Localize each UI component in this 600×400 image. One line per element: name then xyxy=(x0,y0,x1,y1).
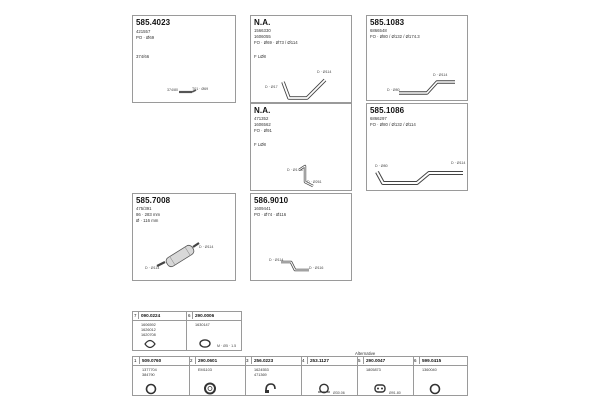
item-part-number[interactable]: 599.0415 xyxy=(422,358,442,363)
item-part-number[interactable]: 290.0047 xyxy=(366,358,386,363)
rubber-hanger-icon xyxy=(373,383,387,394)
item-ref: 1606592 xyxy=(141,323,156,327)
aux-note: F LØ8 xyxy=(254,142,266,147)
item-number: 4 xyxy=(302,358,305,363)
pipe-label-left: D · Ø114 xyxy=(269,258,284,262)
item-number: 6 xyxy=(188,313,191,318)
reference-number-2: 1606562 xyxy=(254,122,271,127)
item-caption: Ø30.06 xyxy=(333,391,345,395)
item-ref: 471369 xyxy=(254,373,267,377)
part-panel-585-4023[interactable] xyxy=(132,15,236,103)
aux-note: Ø · 116 mm xyxy=(136,218,159,223)
part-number: 586.9010 xyxy=(254,196,289,205)
part-note: FO · Ø80 / Ø132 / Ø174.3 xyxy=(370,34,420,39)
exhaust-pipe-drawing xyxy=(178,88,198,96)
part-note: PO · Ø74 · Ø116 xyxy=(254,212,287,217)
exhaust-pipe-drawing xyxy=(397,76,457,98)
part-panel-na-1[interactable] xyxy=(250,15,352,103)
part-number: 585.1086 xyxy=(370,106,405,115)
item-part-number[interactable]: 256.0223 xyxy=(254,358,274,363)
item-ref: 1360040 xyxy=(422,368,437,372)
item-number: 1 xyxy=(134,358,137,363)
muffler-drawing xyxy=(153,240,203,270)
item-number: 3 xyxy=(246,358,249,363)
exhaust-pipe-drawing xyxy=(295,164,319,190)
item-ref: 1626012 xyxy=(141,328,156,332)
reference-number: 475/391 xyxy=(136,206,152,211)
reference-number-2: 1606055 xyxy=(254,34,271,39)
reference-number: 1566330 xyxy=(254,28,271,33)
aux-note: F LØ8 xyxy=(254,54,266,59)
part-note: FO · Ø69 · Ø73 / Ø114 xyxy=(254,40,298,45)
item-part-number[interactable]: 253.1127 xyxy=(310,358,329,363)
pipe-label-left: D · Ø114 xyxy=(145,266,160,270)
item-part-number[interactable]: 509.0760 xyxy=(142,358,162,363)
pipe-label-left: D · Ø17 xyxy=(265,85,278,89)
part-note: FO · Ø91 xyxy=(254,128,272,133)
pipe-label-right: D · Ø114 xyxy=(451,161,466,165)
pipe-label-right: D · Ø114 xyxy=(433,73,448,77)
pipe-label-left: D · Ø80 xyxy=(387,88,400,92)
item-ref: 1620708 xyxy=(141,333,156,337)
item-part-number[interactable]: 290.0006 xyxy=(195,313,215,318)
pipe-label-right: D · Ø114 xyxy=(199,245,214,249)
reference-number: 421557 xyxy=(136,29,151,34)
pipe-label-left: D · Ø1.08 xyxy=(287,168,303,172)
part-note: PO · Ø69 xyxy=(136,35,155,40)
part-number: N.A. xyxy=(254,18,271,27)
reference-number: 471352 xyxy=(254,116,269,121)
part-panel-586-9010[interactable] xyxy=(250,193,352,281)
item-ref: 1624553 xyxy=(254,368,269,372)
item-ref: 384790 xyxy=(142,373,155,377)
reference-number: 6866297 xyxy=(370,116,387,121)
part-number: 585.4023 xyxy=(136,18,171,27)
item-caption: Ø91.80 xyxy=(389,391,401,395)
item-ref: EM1103 xyxy=(198,368,212,372)
part-number: N.A. xyxy=(254,106,271,115)
part-panel-585-7008[interactable] xyxy=(132,193,236,281)
aux-note: 374/66 xyxy=(136,54,150,59)
exhaust-pipe-drawing xyxy=(279,258,313,276)
clamp-icon xyxy=(263,382,277,395)
pipe-label-right: D · Ø114 xyxy=(317,70,332,74)
part-number: 585.1083 xyxy=(370,18,405,27)
accessory-row-bottom xyxy=(132,356,468,396)
exhaust-pipe-drawing xyxy=(281,74,331,102)
item-ref: 1805873 xyxy=(366,368,381,372)
item-number: 6 xyxy=(414,358,417,363)
pipe-label-left: 374/80 xyxy=(167,88,178,92)
part-note: 86 · 283 mm xyxy=(136,212,161,217)
rubber-ring-icon xyxy=(199,339,211,348)
reference-number: 1609441 xyxy=(254,206,271,211)
part-panel-585-1083[interactable] xyxy=(366,15,468,101)
gasket-ring-icon xyxy=(429,383,441,395)
clamp-bolt-icon xyxy=(317,383,331,394)
part-number: 585.7008 xyxy=(136,196,171,205)
item-number: 7 xyxy=(134,313,137,318)
clamp-icon xyxy=(143,339,157,349)
mounting-ring-icon xyxy=(203,382,217,395)
reference-number: 6866548 xyxy=(370,28,387,33)
gasket-ring-icon xyxy=(145,383,157,395)
part-note: FO · Ø80 / Ø132 / Ø114 xyxy=(370,122,416,127)
part-panel-na-2[interactable] xyxy=(250,103,352,191)
alternative-label: Alternative xyxy=(355,351,376,356)
item-caption: M · Ø5 · 1.5 xyxy=(217,344,237,348)
item-part-number[interactable]: 090.0224 xyxy=(141,313,161,318)
item-part-number[interactable]: 290.0601 xyxy=(198,358,218,363)
exhaust-pipe-drawing xyxy=(373,166,467,188)
pipe-label-right: D · Ø116 xyxy=(309,266,324,270)
pipe-label-right: T01 · Ø69 xyxy=(192,87,209,91)
item-ref: 1630147 xyxy=(195,323,210,327)
pipe-label-right: D · Ø261 xyxy=(307,180,322,184)
pipe-label-left: D · Ø80 xyxy=(375,164,388,168)
item-ref: 1377704 xyxy=(142,368,157,372)
accessory-row-top xyxy=(132,311,242,351)
item-number: 2 xyxy=(190,358,193,363)
item-number: 5 xyxy=(358,358,361,363)
part-panel-585-1086[interactable] xyxy=(366,103,468,191)
